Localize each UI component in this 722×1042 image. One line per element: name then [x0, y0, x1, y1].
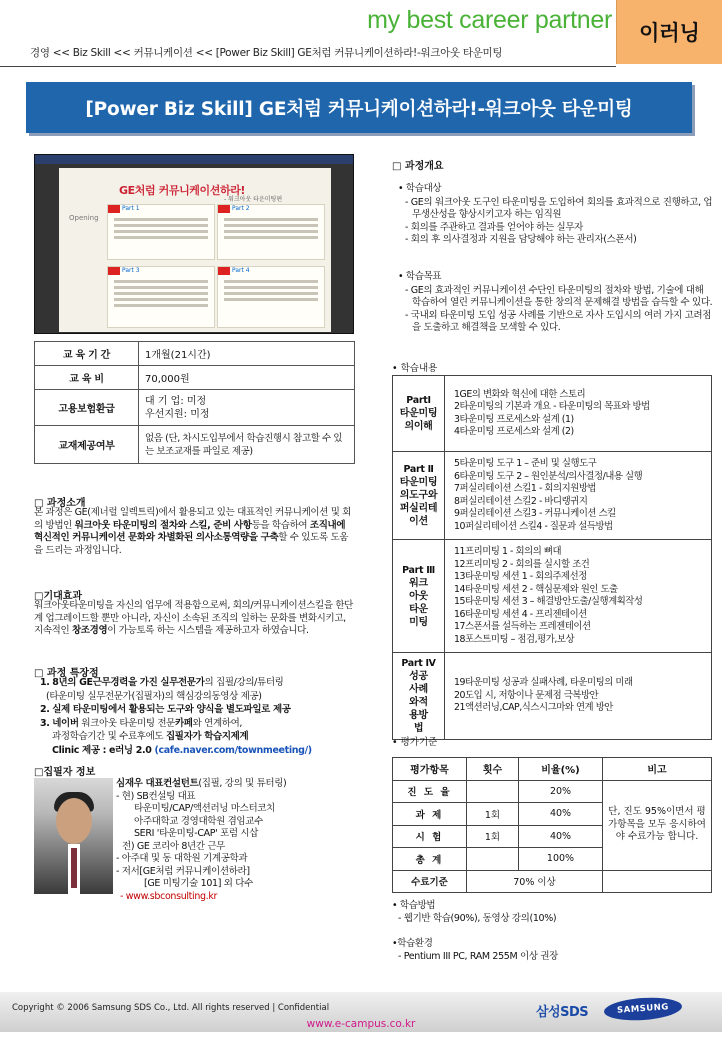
table-row: [35, 390, 355, 426]
column-header: 횟수: [467, 758, 519, 781]
goal-section: [398, 271, 713, 335]
note-tag: [108, 205, 120, 213]
empty-cell: [603, 870, 712, 893]
list-item: - 회의를 주관하고 결과를 얻어야 하는 실무자: [405, 221, 583, 233]
header-divider: [0, 66, 616, 67]
list-item: 아주대학교 경영대학원 겸임교수: [134, 815, 263, 827]
features-heading: □ 과정 특장점: [34, 668, 99, 679]
evaluation-table: [392, 757, 712, 893]
env-heading: •학습환경: [392, 938, 433, 949]
brand-logo[interactable]: 이러닝: [616, 0, 722, 64]
list-item: - 웹기반 학습(90%), 동영상 강의(10%): [398, 912, 557, 924]
table-row: [393, 376, 712, 452]
overview-heading: □ 과정소개: [34, 498, 86, 509]
content-heading: • 학습내용: [392, 363, 438, 374]
breadcrumb[interactable]: 경영 << Biz Skill << 커뮤니케이션 << [Power Biz Skill] GE처럼 커뮤니케이션하라!-워크아웃 타운미팅: [30, 47, 503, 59]
note-tag: [218, 205, 230, 213]
screenshot-subtitle: - 워크아웃 타운미팅편: [224, 196, 283, 203]
screenshot-note-part1: [107, 204, 215, 260]
column-header: 비고: [603, 758, 712, 781]
info-key: 교 육 기 간: [35, 342, 139, 366]
table-row: [393, 540, 712, 653]
target-heading: • 학습대상: [398, 183, 442, 194]
screenshot-note-part4: [217, 266, 325, 328]
table-row: [35, 366, 355, 390]
list-item: - Pentium III PC, RAM 255M 이상 권장: [398, 950, 558, 962]
list-item: 3. 네이버 워크아웃 타운미팅 전문카페와 연계하여,: [40, 717, 243, 729]
eval-ratio: 100%: [519, 848, 603, 871]
table-row: [35, 426, 355, 464]
footer-link[interactable]: www.e-campus.co.kr: [306, 1018, 416, 1030]
note-label: Part 2: [232, 205, 250, 212]
eval-item: 진 도 율: [393, 780, 467, 803]
info-value: 대 기 업: 미정 우선지원: 미정: [139, 390, 355, 426]
note-tag: [218, 267, 230, 275]
course-screenshot: [34, 154, 354, 334]
info-key: 교재제공여부: [35, 426, 139, 464]
list-item: [GE 미팅기술 101] 외 다수: [144, 878, 253, 889]
table-row: [393, 780, 712, 803]
info-key: 교 육 비: [35, 366, 139, 390]
copyright: Copyright © 2006 Samsung SDS Co., Ltd. All rights reserved | Confidential: [12, 1003, 330, 1013]
instructor-url[interactable]: - www.sbconsulting.kr: [120, 890, 218, 902]
pass-label: 수료기준: [393, 870, 467, 893]
slogan: my best career partner: [367, 6, 612, 34]
eval-ratio: 40%: [519, 825, 603, 848]
info-key: 고용보험환급: [35, 390, 139, 426]
list-item: - 회의 후 의사결정과 지원을 담당해야 하는 관리자(스폰서): [405, 234, 637, 245]
eval-item: 총 계: [393, 848, 467, 871]
screenshot-title: GE처럼 커뮤니케이션하라!: [119, 184, 246, 197]
table-row: [393, 452, 712, 540]
list-item: 타운미팅/CAP/액션러닝 마스터코치: [134, 803, 275, 814]
browser-titlebar: [35, 155, 353, 164]
list-item: - GE의 워크아웃 도구인 타운미팅을 도입하여 회의를 효과적으로 진행하고, 업무생산성을 향상시키고자 하는 임직원: [405, 196, 713, 220]
effect-text: 워크아웃타운미팅을 자신의 업무에 적용함으로써, 회의/커뮤니케이션스킬을 한단계 업그레이드할 뿐만 아니라, 자신이 소속된 조직의 일하는 문화를 변화시키고, 지속적인 창조경영이 가능토록 하는 시스템을 제공하고자 하였습니다.: [34, 600, 353, 636]
list-item: - GE의 효과적인 커뮤니케이션 수단인 타운미팅의 절차와 방법, 기술에 대해 학습하여 열린 커뮤니케이션을 통한 창의적 문제해결 방법을 습득할 수 있다.: [405, 284, 713, 308]
screenshot-paper: [59, 168, 331, 332]
list-item: 2. 실제 타운미팅에서 활용되는 도구와 양식을 별도파일로 제공: [40, 704, 291, 715]
cafe-link[interactable]: (cafe.naver.com/townmeeting/): [154, 744, 312, 756]
eval-ratio: 40%: [519, 803, 603, 826]
screenshot-note-part2: [217, 204, 325, 260]
goal-heading: • 학습목표: [398, 271, 442, 282]
part-label: PartⅠ 타운미팅의이해: [393, 376, 445, 452]
pass-value: 70% 이상: [467, 870, 603, 893]
samsung-sds-logo: 삼성SDS: [536, 1005, 589, 1020]
eval-count: [467, 848, 519, 871]
env-section: [392, 938, 707, 963]
right-overview-heading: □ 과정개요: [392, 161, 444, 172]
eval-item: 시 험: [393, 825, 467, 848]
list-item: Clinic 제공 : e러닝 2.0 (cafe.naver.com/townmeeting/): [52, 744, 312, 756]
list-item: - 현) SB컨설팅 대표: [116, 790, 196, 802]
table-row: [393, 870, 712, 893]
samsung-logo: SAMSUNG: [603, 995, 682, 1022]
eval-count: 1회: [467, 825, 519, 848]
note-label: Part 3: [122, 267, 140, 274]
eval-count: [467, 780, 519, 803]
effect-heading: □기대효과: [34, 591, 83, 602]
info-value: 70,000원: [139, 366, 355, 390]
course-info-table: [34, 341, 355, 464]
eval-heading: • 평가기준: [392, 737, 438, 748]
part-label: Part Ⅲ 워크아웃타운미팅: [393, 540, 445, 653]
eval-item: 과 제: [393, 803, 467, 826]
list-item: 1. 8년의 GE근무경력을 가진 실무전문가의 집필/강의/튜터링: [40, 677, 284, 688]
screenshot-opening: Opening: [69, 214, 99, 222]
list-item: 전) GE 코리아 8년간 근무: [122, 840, 226, 852]
overview-text: 본 과정은 GE(제너럴 일렉트릭)에서 활용되고 있는 대표적인 커뮤니케이션 및 회의 방법인 워크아웃 타운미팅의 절차와 스킬, 준비 사항등을 학습하여 조직내에 혁신적인 커뮤니케이션 문화와 차별화된 의사소통역량을 구축할 수 있도록 도움을 드리는 과정입니다.: [34, 507, 352, 556]
column-header: 비율(%): [519, 758, 603, 781]
table-row: [393, 653, 712, 740]
instructor-info: [116, 778, 361, 903]
part-items: 11프리미팅 1 - 회의의 뼈대 12프리미팅 2 - 회의를 실시할 조건 13타운미팅 세션 1 - 회의주제선정 14타운미팅 세션 2 - 핵심문제와 원인 도출 15타운미팅 세션 3 – 해결방안도출/실행계획작성 16타운미팅 세션 4 - 프리젠테이션 17스폰서를 설득하는 프레젠테이션 18포스트미팅 – 점검,평가,보상: [445, 540, 712, 653]
part-items: 1GE의 변화와 혁신에 대한 스토리 2타운미팅의 기본과 개요 - 타운미팅의 목표와 방법 3타운미팅 프로세스와 설계 (1) 4타운미팅 프로세스와 설계 (2): [445, 376, 712, 452]
part-label: Part Ⅱ 타운미팅의도구와퍼실리테이션: [393, 452, 445, 540]
note-tag: [108, 267, 120, 275]
eval-note: 단, 진도 95%이면서 평가항목을 모두 응시하여야 수료가능 합니다.: [603, 780, 712, 870]
target-section: [398, 183, 713, 247]
table-row: [35, 342, 355, 366]
list-item: (타운미팅 실무전문가(집필자)의 핵심강의동영상 제공): [46, 690, 262, 702]
info-value: 1개월(21시간): [139, 342, 355, 366]
method-section: [392, 900, 707, 925]
note-label: Part 4: [232, 267, 250, 274]
screenshot-note-part3: [107, 266, 215, 328]
list-item: 과정학습기간 및 수료후에도 집필자가 학습지제계: [52, 731, 249, 742]
eval-ratio: 20%: [519, 780, 603, 803]
list-item: - 국내외 타운미팅 도입 성공 사례를 기반으로 자사 도입시의 여러 가지 고려점을 도출하고 해결책을 모색할 수 있다.: [405, 309, 712, 333]
info-value: 없음 (단, 차시도입부에서 학습진행시 참고할 수 있는 보조교재를 파일로 제공): [139, 426, 355, 464]
eval-count: 1회: [467, 803, 519, 826]
method-heading: • 학습방법: [392, 900, 436, 911]
list-item: - 아주대 및 동 대학원 기계공학과: [116, 853, 248, 864]
instructor-heading: □집필자 정보: [34, 767, 96, 778]
page-title: [Power Biz Skill] GE처럼 커뮤니케이션하라!-워크아웃 타운미팅: [26, 82, 692, 133]
instructor-name: 심재우 대표컨설턴트(집필, 강의 및 튜터링): [116, 778, 287, 789]
features-list: [40, 677, 360, 758]
curriculum-table: [392, 375, 712, 740]
part-items: 19타운미팅 성공과 실패사례, 타운미팅의 미래 20도입 시, 저항이나 문제점 극복방안 21액션러닝,CAP,식스시그마와 연계 방안: [445, 653, 712, 740]
note-label: Part 1: [122, 205, 140, 212]
part-items: 5타운미팅 도구 1 – 준비 및 실행도구 6타운미팅 도구 2 – 원인분석/의사결정/내용 실행 7퍼실리테이션 스킬1 - 회의지원방법 8퍼실리테이션 스킬2 - 바디랭귀지 9퍼실리테이션 스킬3 - 커뮤니케이션 스킬 10퍼실리테이션 스킬4 - 질문과 설득방법: [445, 452, 712, 540]
column-header: 평가항목: [393, 758, 467, 781]
list-item: SERI '타운미팅-CAP' 포럼 시삽: [134, 828, 259, 839]
list-item: - 저서[GE처럼 커뮤니케이션하라]: [116, 865, 250, 877]
part-label: Part Ⅳ 성공사례와적용방법: [393, 653, 445, 740]
table-header-row: [393, 758, 712, 781]
instructor-photo: [34, 778, 113, 894]
